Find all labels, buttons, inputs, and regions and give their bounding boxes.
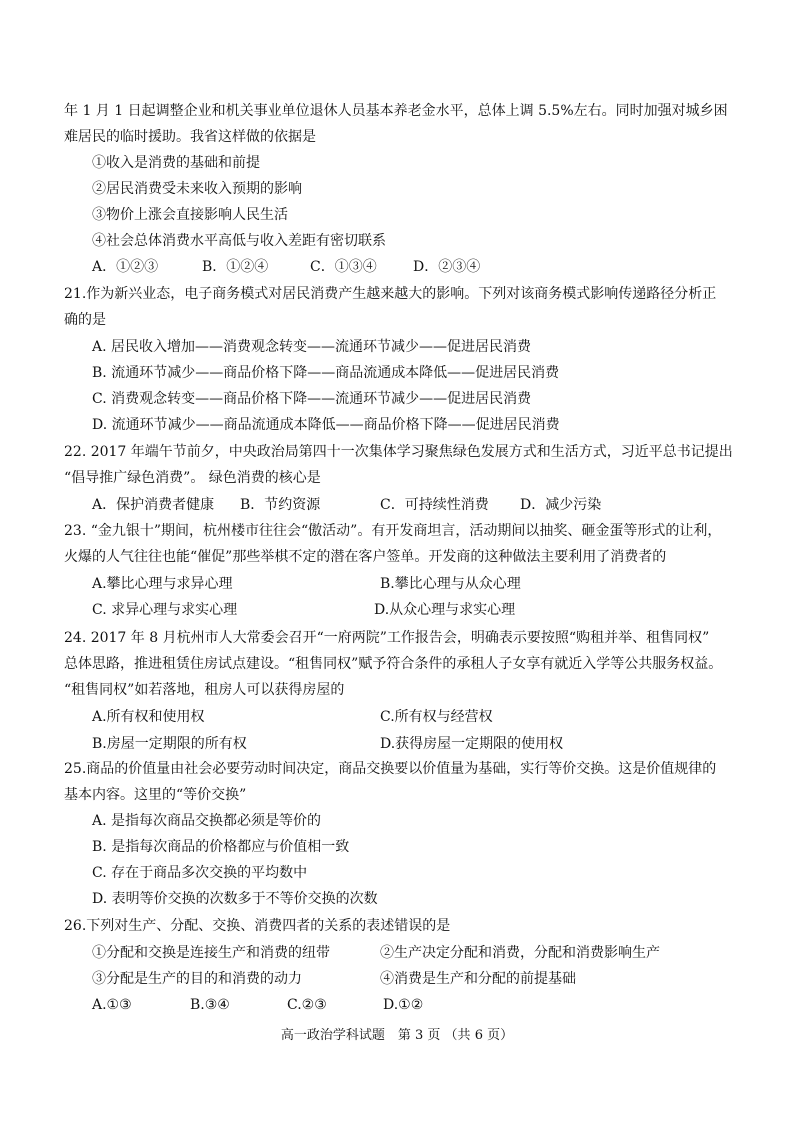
- q26-item-4: ④消费是生产和分配的前提基础: [380, 971, 576, 987]
- q26-item-3: ③分配是生产的目的和消费的动力: [92, 971, 302, 987]
- q22-option-d: D．减少污染: [520, 497, 602, 513]
- q20-item-4: ④社会总体消费水平高低与收入差距有密切联系: [92, 233, 386, 249]
- q24-stem-line1: 24. 2017 年 8 月杭州市人大常委会召开“一府两院”工作报告会，明确表示要按照“购租并举、租售同权”: [64, 630, 710, 646]
- q23-option-a: A.攀比心理与求异心理: [92, 576, 233, 592]
- q22-option-c: C．可持续性消费: [380, 497, 489, 513]
- q25-stem-line2: 基本内容。这里的“等价交换”: [64, 787, 247, 803]
- q21-option-b: B. 流通环节减少——商品价格下降——商品流通成本降低——促进居民消费: [92, 365, 560, 381]
- q21-option-a: A. 居民收入增加——消费观念转变——流通环节减少——促进居民消费: [92, 339, 532, 355]
- q20-item-3: ③物价上涨会直接影响人民生活: [92, 207, 288, 223]
- q21-stem-line2: 确的是: [64, 312, 106, 328]
- q20-item-2: ②居民消费受未来收入预期的影响: [92, 181, 302, 197]
- q24-option-a: A.所有权和使用权: [92, 709, 205, 725]
- q21-option-d: D. 流通环节减少——商品流通成本降低——商品价格下降——促进居民消费: [92, 417, 560, 433]
- q20-option-a: A．①②③: [92, 259, 159, 275]
- q24-option-c: C.所有权与经营权: [380, 709, 493, 725]
- q23-stem-line1: 23. “金九银十”期间，杭州楼市往往会“傲活动”。有开发商坦言，活动期间以抽奖、砸金蛋等形式的让利，: [64, 523, 722, 539]
- q20-item-1: ①收入是消费的基础和前提: [92, 155, 260, 171]
- page-footer: 高一政治学科试题 第 3 页 （共 6 页）: [280, 1028, 514, 1043]
- q25-option-d: D. 表明等价交换的次数多于不等价交换的次数: [92, 891, 378, 907]
- q26-item-1: ①分配和交换是连接生产和消费的纽带: [92, 945, 330, 961]
- q24-option-d: D.获得房屋一定期限的使用权: [380, 736, 564, 752]
- q24-stem-line2: 总体思路，推进租赁住房试点建设。“租售同权”赋予符合条件的承租人子女享有就近入学等公共服务权益。: [64, 656, 723, 672]
- q22-option-a: A．保护消费者健康: [92, 497, 215, 513]
- q23-option-b: B.攀比心理与从众心理: [380, 576, 521, 592]
- q24-option-b: B.房屋一定期限的所有权: [92, 736, 247, 752]
- q26-option-c: C.②③: [287, 997, 327, 1013]
- q20-stem-line2: 难居民的临时援助。我省这样做的依据是: [64, 129, 316, 145]
- q26-option-b: B.③④: [190, 997, 230, 1013]
- q25-option-b: B. 是指每次商品的价格都应与价值相一致: [92, 839, 350, 855]
- q23-stem-line2: 火爆的人气往往也能“催促”那些举棋不定的潜在客户签单。开发商的这种做法主要利用了消费者的: [64, 549, 667, 565]
- q26-item-2: ②生产决定分配和消费，分配和消费影响生产: [380, 945, 660, 961]
- q22-option-b: B．节约资源: [240, 497, 321, 513]
- q20-option-d: D．②③④: [413, 259, 481, 275]
- q23-option-d: D.从众心理与求实心理: [374, 602, 516, 618]
- q20-option-c: C．①③④: [310, 259, 377, 275]
- q26-stem: 26.下列对生产、分配、交换、消费四者的关系的表述错误的是: [64, 918, 451, 934]
- q23-option-c: C. 求异心理与求实心理: [92, 602, 238, 618]
- q25-stem-line1: 25.商品的价值量由社会必要劳动时间决定，商品交换要以价值量为基础，实行等价交换。这是价值规律的: [64, 761, 717, 777]
- q25-option-a: A. 是指每次商品交换都必须是等价的: [92, 813, 322, 829]
- q25-option-c: C. 存在于商品多次交换的平均数中: [92, 865, 308, 881]
- q20-stem-line1: 年 1 月 1 日起调整企业和机关事业单位退休人员基本养老金水平，总体上调 5.5%左右。同时加强对城乡困: [64, 103, 728, 119]
- q26-option-d: D.①②: [383, 997, 424, 1013]
- q21-option-c: C. 消费观念转变——商品价格下降——流通环节减少——促进居民消费: [92, 391, 532, 407]
- q21-stem-line1: 21.作为新兴业态，电子商务模式对居民消费产生越来越大的影响。下列对该商务模式影响传递路径分析正: [64, 286, 717, 302]
- q22-stem-line1: 22. 2017 年端午节前夕，中央政治局第四十一次集体学习聚焦绿色发展方式和生活方式，习近平总书记提出: [64, 444, 733, 460]
- q20-option-b: B．①②④: [202, 259, 269, 275]
- q24-stem-line3: “租售同权”如若落地，租房人可以获得房屋的: [64, 682, 345, 698]
- q22-stem-line2: “倡导推广绿色消费”。 绿色消费的核心是: [64, 470, 321, 486]
- q26-option-a: A.①③: [92, 997, 132, 1013]
